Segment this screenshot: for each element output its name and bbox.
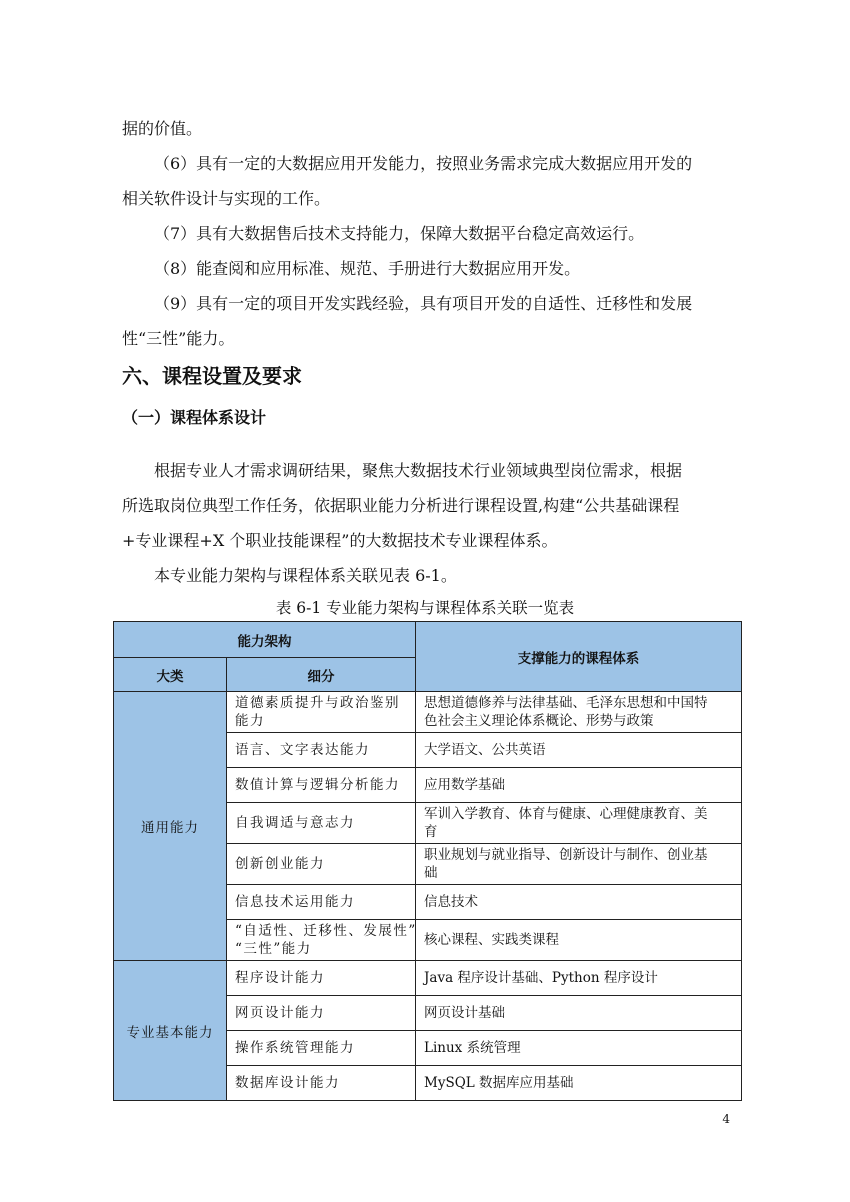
ability-cell — [227, 996, 416, 1031]
reference-line: 本专业能力架构与课程体系关联见表 6-1。 — [154, 566, 457, 585]
section-heading: 六、课程设置及要求 — [122, 364, 302, 388]
cell-line: 信息技术运用能力 — [235, 894, 355, 910]
ability-cell — [227, 961, 416, 996]
cell-line: 大学语文、公共英语 — [424, 742, 546, 758]
header-ability-framework: 能力架构 — [114, 622, 416, 658]
cell-line: 网页设计能力 — [235, 1005, 325, 1021]
intro-paragraph — [122, 111, 732, 146]
cell-line: Java 程序设计基础、Python 程序设计 — [424, 970, 658, 986]
intro-paragraph — [122, 146, 732, 216]
cell-line: MySQL 数据库应用基础 — [424, 1075, 574, 1091]
reference-paragraph — [122, 558, 732, 593]
course-cell — [416, 733, 742, 768]
cell-line: 职业规划与就业指导、创新设计与制作、创业基 — [424, 847, 708, 863]
cell-line: 创新创业能力 — [235, 856, 325, 872]
cell-line: 道德素质提升与政治鉴别 — [235, 695, 400, 711]
cell-line: 程序设计能力 — [235, 970, 325, 986]
ability-cell — [227, 768, 416, 803]
paragraph-line: （6）具有一定的大数据应用开发能力，按照业务需求完成大数据应用开发的 — [154, 154, 693, 173]
cell-line: 思想道德修养与法律基础、毛泽东思想和中国特 — [424, 695, 708, 711]
paragraph-line: 根据专业人才需求调研结果，聚焦大数据技术行业领域典型岗位需求，根据 — [154, 461, 683, 480]
category-cell: 通用能力 — [114, 692, 227, 961]
body-paragraph — [122, 453, 732, 558]
ability-cell — [227, 692, 416, 733]
ability-cell — [227, 920, 416, 961]
paragraph-line: 性“三性”能力。 — [122, 329, 235, 348]
ability-cell — [227, 885, 416, 920]
table-row — [114, 961, 742, 996]
course-cell — [416, 768, 742, 803]
header-supporting-courses: 支撑能力的课程体系 — [416, 622, 742, 692]
cell-line: “自适性、迁移性、发展性” — [235, 923, 417, 939]
cell-line: 能力 — [235, 713, 265, 729]
table-caption: 表 6-1 专业能力架构与课程体系关联一览表 — [275, 599, 575, 617]
cell-line: 数值计算与逻辑分析能力 — [235, 777, 400, 793]
cell-line: 础 — [424, 865, 438, 881]
paragraph-line: （8）能查阅和应用标准、规范、手册进行大数据应用开发。 — [154, 259, 581, 278]
category-cell: 专业基本能力 — [114, 961, 227, 1101]
course-cell — [416, 885, 742, 920]
paragraph-line: 据的价值。 — [122, 119, 203, 138]
cell-line: 网页设计基础 — [424, 1005, 505, 1021]
ability-cell — [227, 803, 416, 844]
table-row — [114, 692, 742, 733]
course-cell — [416, 920, 742, 961]
cell-line: 育 — [424, 824, 438, 840]
course-cell — [416, 1066, 742, 1101]
course-cell — [416, 844, 742, 885]
ability-cell — [227, 1066, 416, 1101]
cell-line: 信息技术 — [424, 894, 478, 910]
paragraph-line: +专业课程+X 个职业技能课程”的大数据技术专业课程体系。 — [122, 531, 558, 550]
ability-cell — [227, 733, 416, 768]
paragraph-line: 相关软件设计与实现的工作。 — [122, 189, 331, 208]
cell-line: 语言、文字表达能力 — [235, 742, 370, 758]
paragraph-line: （7）具有大数据售后技术支持能力，保障大数据平台稳定高效运行。 — [154, 224, 645, 243]
cell-line: 自我调适与意志力 — [235, 815, 355, 831]
header-sub-ability: 细分 — [227, 658, 416, 692]
cell-line: 色社会主义理论体系概论、形势与政策 — [424, 713, 654, 729]
cell-line: “三性”能力 — [235, 941, 312, 957]
paragraph-line: （9）具有一定的项目开发实践经验，具有项目开发的自适性、迁移性和发展 — [154, 294, 693, 313]
course-cell — [416, 996, 742, 1031]
page-number: 4 — [722, 1112, 730, 1126]
course-cell — [416, 961, 742, 996]
cell-line: 操作系统管理能力 — [235, 1040, 355, 1056]
header-major-category: 大类 — [114, 658, 227, 692]
cell-line: 应用数学基础 — [424, 777, 505, 793]
intro-paragraph — [122, 286, 732, 356]
ability-course-table — [113, 621, 742, 1101]
course-cell — [416, 1031, 742, 1066]
cell-line: Linux 系统管理 — [424, 1040, 521, 1056]
cell-line: 数据库设计能力 — [235, 1075, 340, 1091]
course-cell — [416, 692, 742, 733]
ability-cell — [227, 1031, 416, 1066]
intro-paragraph — [122, 251, 732, 286]
intro-paragraph — [122, 216, 732, 251]
ability-cell — [227, 844, 416, 885]
paragraph-line: 所选取岗位典型工作任务，依据职业能力分析进行课程设置,构建“公共基础课程 — [122, 496, 680, 515]
course-cell — [416, 803, 742, 844]
cell-line: 核心课程、实践类课程 — [424, 932, 559, 948]
cell-line: 军训入学教育、体育与健康、心理健康教育、美 — [424, 806, 708, 822]
subsection-heading: （一）课程体系设计 — [122, 408, 267, 427]
table-body — [114, 692, 742, 1101]
